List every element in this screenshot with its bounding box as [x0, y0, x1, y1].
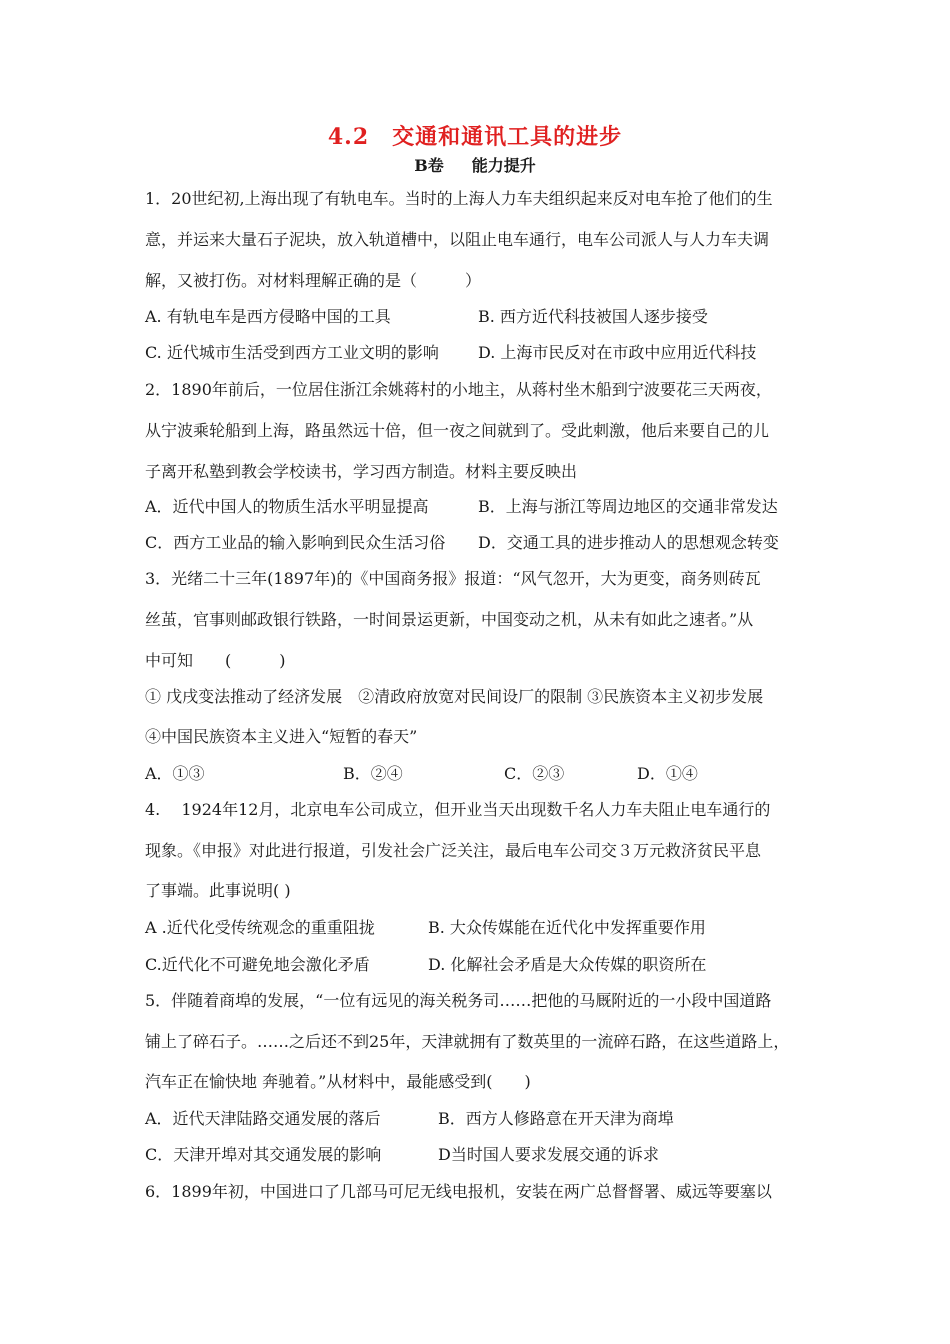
q2-stem-line: 从宁波乘轮船到上海，路虽然远十倍，但一夜之间就到了。受此刺激，他后来要自己的儿 [145, 421, 770, 440]
page-title: 4.2 交通和通讯工具的进步 [327, 124, 623, 150]
q2-option-d: D．交通工具的进步推动人的思想观念转变 [478, 533, 779, 552]
q4-stem-line: 现象。《申报》对此进行报道，引发社会广泛关注，最后电车公司交３万元救济贫民平息 [145, 841, 762, 860]
q6-stem-line: 6．1899年初，中国进口了几部马可尼无线电报机，安装在两广总督督署、威远等要塞以 [145, 1182, 772, 1201]
page-subtitle [0, 153, 950, 176]
q4-stem-line: 4. 1924年12月，北京电车公司成立，但开业当天出现数千名人力车夫阻止电车通行的 [145, 800, 771, 819]
q3-option-d: D．①④ [637, 764, 698, 783]
q4-stem-line: 了事端。此事说明( ) [145, 881, 291, 900]
q4-option-a: A .近代化受传统观念的重重阻拢 [145, 918, 375, 937]
subtitle-volume: B卷 [414, 156, 444, 175]
subtitle-section: 能力提升 [471, 156, 536, 175]
q1-option-a: A. 有轨电车是西方侵略中国的工具 [145, 307, 391, 326]
q4-option-d: D. 化解社会矛盾是大众传媒的职资所在 [428, 955, 707, 974]
q5-option-b: B．西方人修路意在开天津为商埠 [438, 1109, 674, 1128]
q2-option-b: B．上海与浙江等周边地区的交通非常发达 [478, 497, 778, 516]
q1-option-c: C. 近代城市生活受到西方工业文明的影响 [145, 343, 439, 362]
q3-stem-line: 3．光绪二十三年(1897年)的《中国商务报》报道：“风气忽开，大为更变，商务则砖瓦 [145, 569, 761, 588]
q2-option-c: C．西方工业品的输入影响到民众生活习俗 [145, 533, 446, 552]
q5-stem-line: 汽车正在愉快地 奔驰着。”从材料中，最能感受到( ) [145, 1072, 531, 1091]
q4-option-b: B. 大众传媒能在近代化中发挥重要作用 [428, 918, 706, 937]
q1-option-b: B. 西方近代科技被国人逐步接受 [478, 307, 708, 326]
q2-stem-line: 子离开私塾到教会学校读书，学习西方制造。材料主要反映出 [145, 462, 578, 481]
q1-option-d: D. 上海市民反对在市政中应用近代科技 [478, 343, 757, 362]
q5-option-c: C．天津开埠对其交通发展的影响 [145, 1145, 382, 1164]
q3-item-line: ④中国民族资本主义进入“短暂的春天” [145, 727, 418, 746]
q2-option-a: A．近代中国人的物质生活水平明显提高 [145, 497, 429, 516]
q1-stem-line: 意，并运来大量石子泥块，放入轨道槽中，以阻止电车通行，电车公司派人与人力车夫调 [145, 230, 770, 249]
q2-stem-line: 2．1890年前后，一位居住浙江余姚蒋村的小地主，从蒋村坐木船到宁波要花三天两夜， [145, 380, 772, 399]
q5-stem-line: 铺上了碎石子。……之后还不到25年，天津就拥有了数英里的一流碎石路，在这些道路上， [145, 1032, 790, 1051]
q1-stem-line: 解，又被打伤。对材料理解正确的是（ ） [145, 271, 482, 290]
q5-stem-line: 5．伴随着商埠的发展，“一位有远见的海关税务司……把他的马厩附近的一小段中国道路 [145, 991, 772, 1010]
q3-option-b: B．②④ [343, 764, 403, 783]
q3-option-c: C．②③ [504, 764, 565, 783]
q3-stem-line: 丝茧，官事则邮政银行铁路，一时间景运更新，中国变动之机，从未有如此之速者。”从 [145, 610, 754, 629]
q3-stem-line: 中可知 ( ) [145, 651, 286, 670]
q5-option-a: A．近代天津陆路交通发展的落后 [145, 1109, 381, 1128]
q3-option-a: A．①③ [145, 764, 205, 783]
q3-item-line: ① 戊戌变法推动了经济发展 ②清政府放宽对民间设厂的限制 ③民族资本主义初步发展 [145, 687, 764, 706]
q4-option-c: C.近代化不可避免地会激化矛盾 [145, 955, 370, 974]
q5-option-d: D当时国人要求发展交通的诉求 [438, 1145, 659, 1164]
q1-stem-line: 1．20世纪初,上海出现了有轨电车。当时的上海人力车夫组织起来反对电车抢了他们的生 [145, 189, 773, 208]
